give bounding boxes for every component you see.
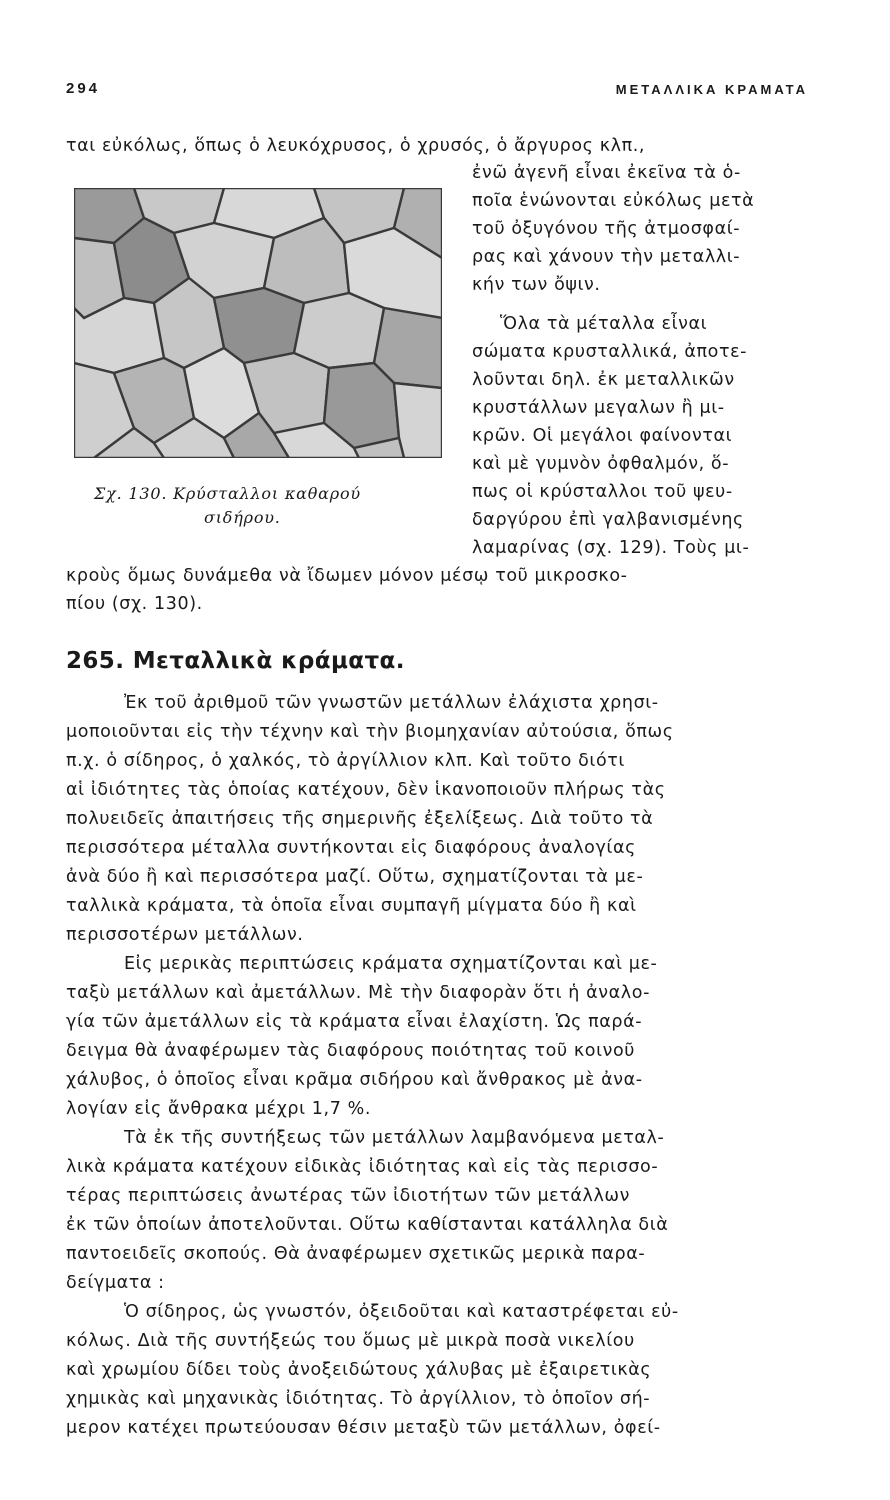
page-number: 294: [66, 80, 101, 97]
body-line-21: δείγματα :: [66, 1273, 165, 1293]
body-line-12: γία τῶν ἀμετάλλων εἰς τὰ κράματα εἶναι ἐλαχίστη. Ὡς παρά-: [66, 1012, 643, 1032]
body-line-9: περισσοτέρων μετάλλων.: [66, 925, 304, 945]
intro-line-1: ται εὐκόλως, ὅπως ὁ λευκόχρυσος, ὁ χρυσός, ὁ ἄργυρος κλπ.,: [66, 136, 646, 156]
figure-caption-line-2: σιδήρου.: [204, 508, 281, 527]
intro-line-2: ἐνῶ ἀγενῆ εἶναι ἐκεῖνα τὰ ὁ-: [472, 163, 741, 183]
intro-line-7: Ὅλα τὰ μέταλλα εἶναι: [500, 314, 708, 334]
body-line-17: λικὰ κράματα κατέχουν εἰδικὰς ἰδιότητας καὶ εἰς τὰς περισσο-: [66, 1157, 659, 1177]
body-line-5: πολυειδεῖς ἀπαιτήσεις τῆς σημερινῆς ἐξελίξεως. Διὰ τοῦτο τὰ: [66, 809, 654, 829]
body-line-18: τέρας περιπτώσεις ἀνωτέρας τῶν ἰδιοτήτων τῶν μετάλλων: [66, 1186, 631, 1206]
intro-line-16: κροὺς ὅμως δυνάμεθα νὰ ἴδωμεν μόνον μέσῳ τοῦ μικροσκο-: [66, 566, 628, 586]
intro-line-3: ποῖα ἑνώνονται εὐκόλως μετὰ: [472, 191, 755, 211]
section-heading: 265. Μεταλλικὰ κράματα.: [66, 648, 405, 674]
intro-line-14: δαργύρου ἐπὶ γαλβανισμένης: [472, 510, 744, 530]
body-line-10: Εἰς μερικὰς περιπτώσεις κράματα σχηματίζονται καὶ με-: [124, 954, 658, 974]
intro-line-15: λαμαρίνας (σχ. 129). Τοὺς μι-: [472, 538, 750, 558]
intro-line-9: λοῦνται δηλ. ἐκ μεταλλικῶν: [472, 370, 735, 390]
body-line-14: χάλυβος, ὁ ὁποῖος εἶναι κρᾶμα σιδήρου καὶ ἄνθρακος μὲ ἀνα-: [66, 1070, 643, 1090]
figure-caption-line-1: Σχ. 130. Κρύσταλλοι καθαρού: [94, 484, 361, 503]
running-title: ΜΕΤΑΛΛΙΚΑ ΚΡΑΜΑΤΑ: [615, 82, 808, 97]
intro-line-11: κρῶν. Οἱ μεγάλοι φαίνονται: [472, 426, 733, 446]
body-line-11: ταξὺ μετάλλων καὶ ἀμετάλλων. Μὲ τὴν διαφορὰν ὅτι ἡ ἀναλο-: [66, 983, 650, 1003]
body-line-19: ἐκ τῶν ὁποίων ἀποτελοῦνται. Οὕτω καθίστανται κατάλληλα διὰ: [66, 1215, 669, 1235]
micrograph-figure: [74, 188, 442, 458]
body-line-20: παντοειδεῖς σκοπούς. Θὰ ἀναφέρωμεν σχετικῶς μερικὰ παρα-: [66, 1244, 646, 1264]
intro-line-8: σώματα κρυσταλλικά, ἀποτε-: [472, 342, 748, 362]
body-line-16: Τὰ ἐκ τῆς συντήξεως τῶν μετάλλων λαμβανόμενα μεταλ-: [124, 1128, 665, 1148]
body-line-3: π.χ. ὁ σίδηρος, ὁ χαλκός, τὸ ἀργίλλιον κλπ. Καὶ τοῦτο διότι: [66, 751, 625, 771]
body-line-4: αἱ ἰδιότητες τὰς ὁποίας κατέχουν, δὲν ἱκανοποιοῦν πλήρως τὰς: [66, 780, 666, 800]
intro-line-10: κρυστάλλων μεγαλων ἢ μι-: [472, 398, 725, 418]
body-line-26: μερον κατέχει πρωτεύουσαν θέσιν μεταξὺ τῶν μετάλλων, ὀφεί-: [66, 1418, 661, 1438]
body-line-1: Ἐκ τοῦ ἀριθμοῦ τῶν γνωστῶν μετάλλων ἐλάχιστα χρησι-: [124, 693, 659, 713]
body-line-6: περισσότερα μέταλλα συντήκονται εἰς διαφόρους ἀναλογίας: [66, 838, 636, 858]
intro-line-17: πίου (σχ. 130).: [66, 594, 203, 614]
body-line-23: κόλως. Διὰ τῆς συντήξεώς του ὅμως μὲ μικρὰ ποσὰ νικελίου: [66, 1331, 635, 1351]
body-line-25: χημικὰς καὶ μηχανικὰς ἰδιότητας. Τὸ ἀργίλλιον, τὸ ὁποῖον σή-: [66, 1389, 651, 1409]
intro-line-6: κήν των ὄψιν.: [472, 275, 601, 295]
intro-line-12: καὶ μὲ γυμνὸν ὀφθαλμόν, ὅ-: [472, 454, 730, 474]
intro-line-4: τοῦ ὀξυγόνου τῆς ἀτμοσφαί-: [472, 219, 741, 239]
body-line-24: καὶ χρωμίου δίδει τοὺς ἀνοξειδώτους χάλυβας μὲ ἐξαιρετικὰς: [66, 1360, 652, 1380]
body-line-22: Ὁ σίδηρος, ὡς γνωστόν, ὀξειδοῦται καὶ καταστρέφεται εὐ-: [124, 1302, 679, 1322]
intro-line-5: ρας καὶ χάνουν τὴν μεταλλι-: [472, 247, 741, 267]
body-line-7: ἀνὰ δύο ἢ καὶ περισσότερα μαζί. Οὕτω, σχηματίζονται τὰ με-: [66, 867, 644, 887]
body-line-2: μοποιοῦνται εἰς τὴν τέχνην καὶ τὴν βιομηχανίαν αὐτούσια, ὅπως: [66, 722, 674, 742]
body-line-13: δειγμα θὰ ἀναφέρωμεν τὰς διαφόρους ποιότητας τοῦ κοινοῦ: [66, 1041, 636, 1061]
iron-crystal-grains-image: [74, 188, 442, 458]
body-line-15: λογίαν εἰς ἄνθρακα μέχρι 1,7 %.: [66, 1099, 371, 1119]
intro-line-13: πως οἱ κρύσταλλοι τοῦ ψευ-: [472, 482, 733, 502]
body-line-8: ταλλικὰ κράματα, τὰ ὁποῖα εἶναι συμπαγῆ μίγματα δύο ἢ καὶ: [66, 896, 637, 916]
